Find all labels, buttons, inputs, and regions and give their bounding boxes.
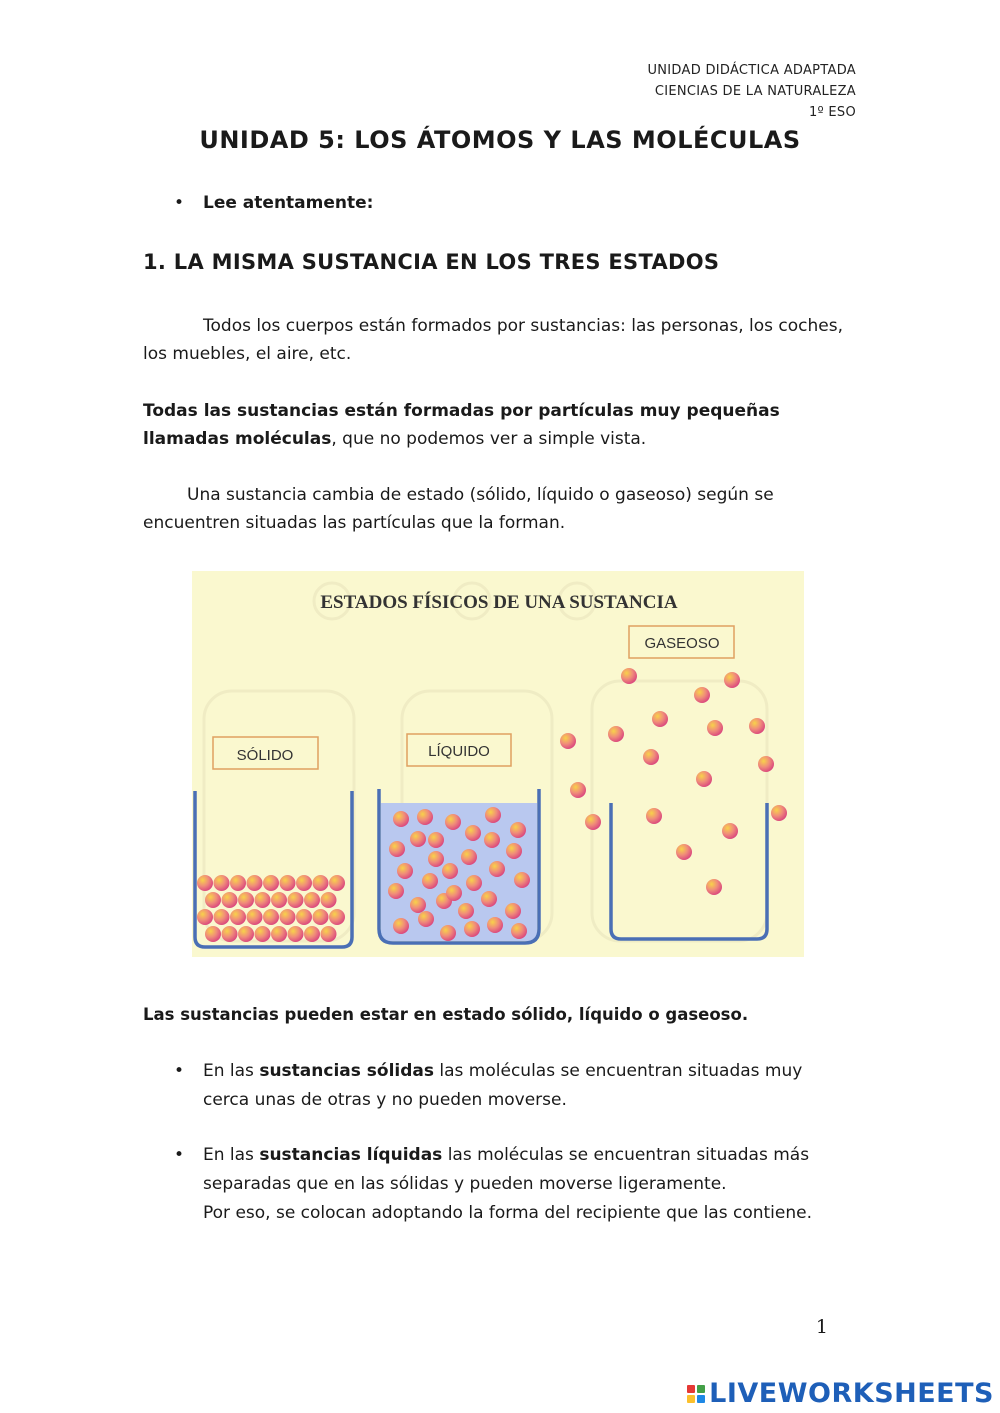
liquid-particle	[489, 861, 505, 877]
gas-particle	[706, 879, 722, 895]
gas-particle	[696, 771, 712, 787]
liveworksheets-brand[interactable]	[687, 1378, 994, 1409]
solid-particle	[321, 926, 337, 942]
paragraph-molecules	[143, 397, 843, 453]
solid-particle	[321, 892, 337, 908]
section-heading: 1. LA MISMA SUSTANCIA EN LOS TRES ESTADOS	[143, 250, 720, 274]
liquid-particle	[514, 872, 530, 888]
liquid-particle	[511, 923, 527, 939]
liquid-particle	[487, 917, 503, 933]
liquid-particle	[417, 809, 433, 825]
gas-particle	[758, 756, 774, 772]
solid-particle	[296, 909, 312, 925]
particles-solid	[197, 875, 345, 942]
solid-particle	[296, 875, 312, 891]
liquid-particle	[389, 841, 405, 857]
liquid-particle	[393, 811, 409, 827]
solid-particle	[214, 875, 230, 891]
paragraph-bodies: Todos los cuerpos están formados por sustancias: las personas, los coches, los muebles, el aire, etc.	[143, 316, 843, 364]
solid-particle	[288, 926, 304, 942]
bullet-solids-pre: En las	[203, 1061, 260, 1081]
document-header	[647, 60, 856, 123]
instruction-bullet	[174, 189, 373, 218]
bullet-liquids-text	[174, 1141, 834, 1199]
solid-particle	[263, 875, 279, 891]
bullet-liquids-extra: Por eso, se colocan adoptando la forma del recipiente que las contiene.	[203, 1203, 812, 1223]
solid-particle	[263, 909, 279, 925]
gas-particle	[608, 726, 624, 742]
states-statement: Las sustancias pueden estar en estado sólido, líquido o gaseoso.	[143, 1005, 749, 1024]
gas-particle	[724, 672, 740, 688]
bullet-solids-text	[174, 1057, 834, 1115]
solid-particle	[197, 875, 213, 891]
liquid-particle	[440, 925, 456, 941]
bullet-liquids	[174, 1141, 834, 1228]
gas-particle	[570, 782, 586, 798]
solid-particle	[238, 926, 254, 942]
label-liquid: LÍQUIDO	[428, 743, 490, 760]
solid-particle	[313, 875, 329, 891]
liquid-particle	[393, 918, 409, 934]
page-title: UNIDAD 5: LOS ÁTOMOS Y LAS MOLÉCULAS	[199, 126, 801, 154]
liquid-particle	[428, 832, 444, 848]
solid-particle	[214, 909, 230, 925]
solid-particle	[304, 892, 320, 908]
page-number: 1	[815, 1316, 828, 1338]
liquid-particle	[458, 903, 474, 919]
solid-particle	[271, 926, 287, 942]
solid-particle	[271, 892, 287, 908]
label-solid: SÓLIDO	[236, 747, 294, 764]
solid-particle	[313, 909, 329, 925]
solid-particle	[288, 892, 304, 908]
solid-particle	[222, 926, 238, 942]
gas-particle	[676, 844, 692, 860]
paragraph-state-change: Una sustancia cambia de estado (sólido, líquido o gaseoso) según se encuentren situadas las partículas que la forman.	[143, 485, 774, 533]
gas-particle	[585, 814, 601, 830]
gas-particle	[652, 711, 668, 727]
solid-particle	[247, 909, 263, 925]
gas-particle	[771, 805, 787, 821]
brand-logo-icon	[687, 1385, 705, 1403]
molecules-definition: Todas las sustancias están formadas por partículas muy pequeñas llamadas moléculas	[143, 401, 780, 449]
solid-particle	[329, 909, 345, 925]
liquid-particle	[388, 883, 404, 899]
gas-particle	[643, 749, 659, 765]
liquid-particle	[506, 843, 522, 859]
bullet-liquids-pre: En las	[203, 1145, 260, 1165]
solid-particle	[329, 875, 345, 891]
liquid-particle	[428, 851, 444, 867]
solid-particle	[304, 926, 320, 942]
solid-particle	[247, 875, 263, 891]
solid-particle	[205, 892, 221, 908]
figure-title: ESTADOS FÍSICOS DE UNA SUSTANCIA	[320, 592, 678, 613]
gas-particle	[694, 687, 710, 703]
liquid-particle	[466, 875, 482, 891]
bullet-solids-post: las moléculas se encuentran situadas muy cerca unas de otras y no pueden moverse.	[203, 1061, 803, 1110]
solid-particle	[205, 926, 221, 942]
solid-particle	[280, 909, 296, 925]
bullet-solids	[174, 1057, 834, 1115]
instruction-text: • Lee atentamente:	[203, 193, 374, 213]
term-liquid-substances: sustancias líquidas	[259, 1145, 443, 1165]
liquid-particle	[484, 832, 500, 848]
liquid-particle	[464, 921, 480, 937]
liquid-particle	[418, 911, 434, 927]
liquid-particle	[410, 897, 426, 913]
molecules-definition-rest: , que no podemos ver a simple vista.	[331, 429, 647, 449]
gas-particle	[749, 718, 765, 734]
solid-particle	[238, 892, 254, 908]
solid-particle	[197, 909, 213, 925]
solid-particle	[230, 875, 246, 891]
brand-name: LIVEWORKSHEETS	[709, 1378, 994, 1409]
liquid-particle	[485, 807, 501, 823]
liquid-particle	[446, 885, 462, 901]
liquid-particle	[505, 903, 521, 919]
solid-particle	[222, 892, 238, 908]
term-solid-substances: sustancias sólidas	[259, 1061, 434, 1081]
gas-particle	[560, 733, 576, 749]
liquid-particle	[445, 814, 461, 830]
gas-particle	[722, 823, 738, 839]
liquid-particle	[397, 863, 413, 879]
liquid-particle	[461, 849, 477, 865]
bullet-liquids-post: las moléculas se encuentran situadas más separadas que en las sólidas y pueden moverse ligeramente.	[203, 1145, 810, 1194]
header-line-course: 1º ESO	[808, 105, 856, 120]
header-line-unit: UNIDAD DIDÁCTICA ADAPTADA	[647, 63, 856, 78]
liquid-particle	[510, 822, 526, 838]
liquid-particle	[465, 825, 481, 841]
states-figure	[192, 571, 804, 957]
solid-particle	[230, 909, 246, 925]
beaker-gas	[611, 803, 767, 939]
gas-particle	[707, 720, 723, 736]
gas-particle	[646, 808, 662, 824]
solid-particle	[280, 875, 296, 891]
label-gas: GASEOSO	[644, 635, 720, 652]
liquid-particle	[410, 831, 426, 847]
liquid-particle	[422, 873, 438, 889]
liquid-particle	[481, 891, 497, 907]
gas-particle	[621, 668, 637, 684]
solid-particle	[255, 926, 271, 942]
states-illustration	[192, 571, 804, 957]
header-line-subject: CIENCIAS DE LA NATURALEZA	[654, 84, 856, 99]
solid-particle	[255, 892, 271, 908]
liquid-particle	[442, 863, 458, 879]
